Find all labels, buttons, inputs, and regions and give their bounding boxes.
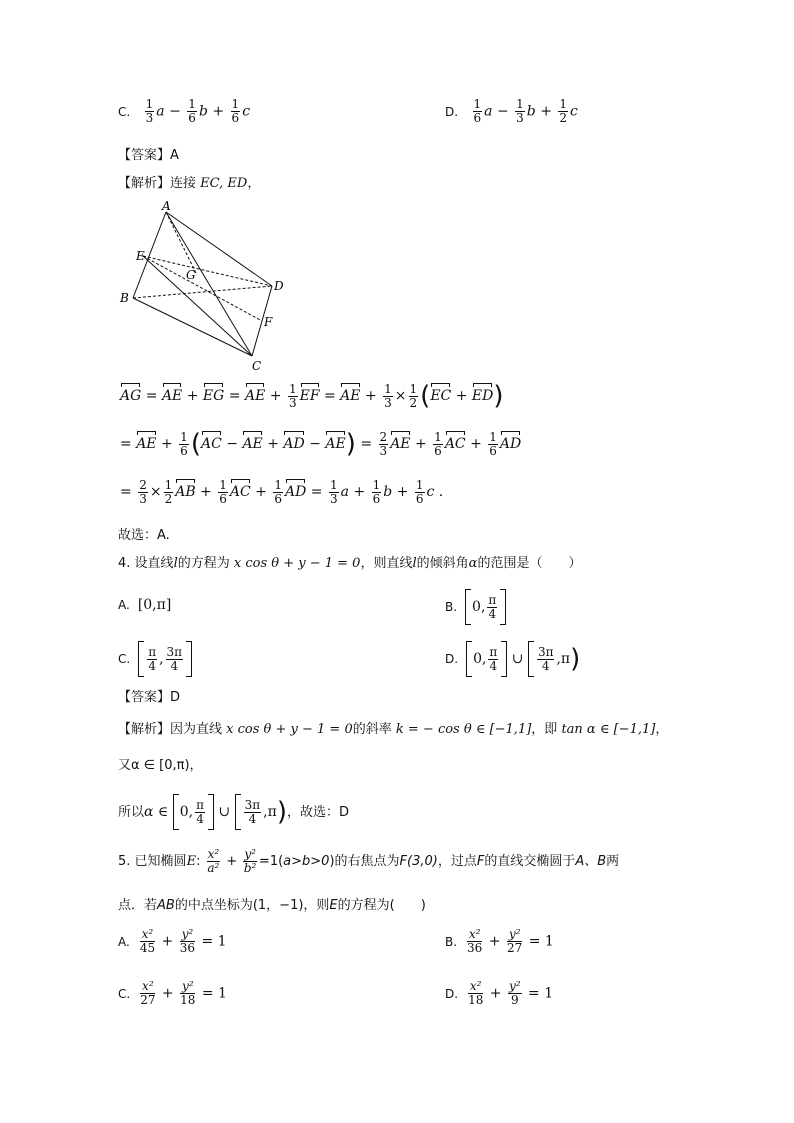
q4-option-c[interactable]: C. $\frac{\pi}{4}$ , $\frac{3\pi}{4}$ <box>118 641 192 677</box>
edge-BD <box>133 286 272 298</box>
q4-answer: 【答案】D <box>118 690 181 705</box>
edge-AC <box>166 212 252 356</box>
label-E: E <box>136 249 145 263</box>
segment-EC <box>143 256 252 356</box>
q5-option-a[interactable]: A. $\frac{\text{x²}}{45}$ + $\frac{\text{y²}}{36}$ = 1 <box>118 927 227 955</box>
derivation-line-2: = AE + $\frac{1}{6}$ (AC − AE + AD − AE) = $\frac{2}{3}$ AE + $\frac{1}{6}$ AC + $\frac{1}{6}$ AD <box>120 429 522 459</box>
fraction: $\frac{1}{2}$ <box>559 97 568 125</box>
prev-option-c[interactable]: C. $\frac{1}{3}$ a − $\frac{1}{6}$ b + $\frac{1}{6}$ c <box>118 97 251 125</box>
q4-stem: 4. 设直线l的方程为 x cos θ + y − 1 = 0，则直线l的倾斜角α的范围是（ ） <box>118 556 582 571</box>
label-B: B <box>120 291 129 305</box>
fraction: $\frac{1}{3}$ <box>516 97 524 125</box>
label-C: C <box>252 359 262 373</box>
q5-option-b[interactable]: B. $\frac{\text{x²}}{36}$ + $\frac{\text{y²}}{27}$ = 1 <box>445 927 554 955</box>
label-F: F <box>264 315 273 329</box>
q4-analysis-line-2: 又α ∈ [0,π)， <box>118 758 203 773</box>
prev-conclusion: 故选：A. <box>118 528 170 543</box>
edge-AD <box>166 212 272 286</box>
prev-option-d[interactable]: D. $\frac{1}{6}$ a − $\frac{1}{3}$ b + $\frac{1}{2}$ c <box>445 97 578 125</box>
fraction: $\frac{1}{6}$ <box>473 97 482 125</box>
fraction: $\frac{1}{6}$ <box>188 97 196 125</box>
fraction: $\frac{1}{3}$ <box>145 97 154 125</box>
q5-stem-line-2: 点．若AB的中点坐标为(1，−1)，则E的方程为( ) <box>118 898 426 913</box>
option-label: D. <box>445 104 459 119</box>
q5-option-d[interactable]: D. $\frac{\text{x²}}{18}$ + $\frac{\text{y²}}{9}$ = 1 <box>445 979 554 1007</box>
segment-AG <box>166 212 196 273</box>
option-label: C. <box>118 104 131 119</box>
derivation-line-3: = $\frac{2}{3}$ × $\frac{1}{2}$ AB + $\frac{1}{6}$ AC + $\frac{1}{6}$ AD = $\frac{1}{3}$ a + $\frac{1}{6}$ b + $\frac{1}{6}$ c . <box>120 477 444 506</box>
q5-option-c[interactable]: C. $\frac{\text{x²}}{27}$ + $\frac{\text{y²}}{18}$ = 1 <box>118 979 227 1007</box>
q4-option-a[interactable]: A. [0,π] <box>118 597 172 613</box>
prev-answer: 【答案】A <box>118 148 179 163</box>
q4-option-d[interactable]: D. 0, $\frac{\pi}{4}$ ∪ $\frac{3\pi}{4}$ ,π) <box>445 641 580 677</box>
label-G: G <box>186 268 196 282</box>
q4-option-b[interactable]: B. 0, $\frac{\pi}{4}$ <box>445 589 506 625</box>
label-A: A <box>162 199 171 213</box>
q4-analysis: 【解析】因为直线 x cos θ + y − 1 = 0的斜率 k = − cos θ ∈ [−1,1]，即 tan α ∈ [−1,1]， <box>118 722 669 737</box>
tetrahedron-figure <box>110 198 300 373</box>
q5-stem-line-1: 5. 已知椭圆E: $\frac{\text{x²}}{\text{a²}}$ + $\frac{\text{y²}}{\text{b²}}$ =1(a>b>0)的右焦点为F(3,0)，过点F的直线交椭圆于A、B两 <box>118 847 620 875</box>
label-D: D <box>274 279 284 293</box>
derivation-line-1: AG = AE + EG = AE + $\frac{1}{3}$ EF = AE + $\frac{1}{3}$ × $\frac{1}{2}$ (EC + ED) <box>120 381 504 411</box>
fraction: $\frac{1}{6}$ <box>231 97 240 125</box>
prev-analysis: 【解析】连接 EC, ED， <box>118 176 261 191</box>
q4-analysis-line-3: 所以α ∈ 0, $\frac{\pi}{4}$ ∪ $\frac{3\pi}{4}$ ,π)，故选：D <box>118 794 349 830</box>
